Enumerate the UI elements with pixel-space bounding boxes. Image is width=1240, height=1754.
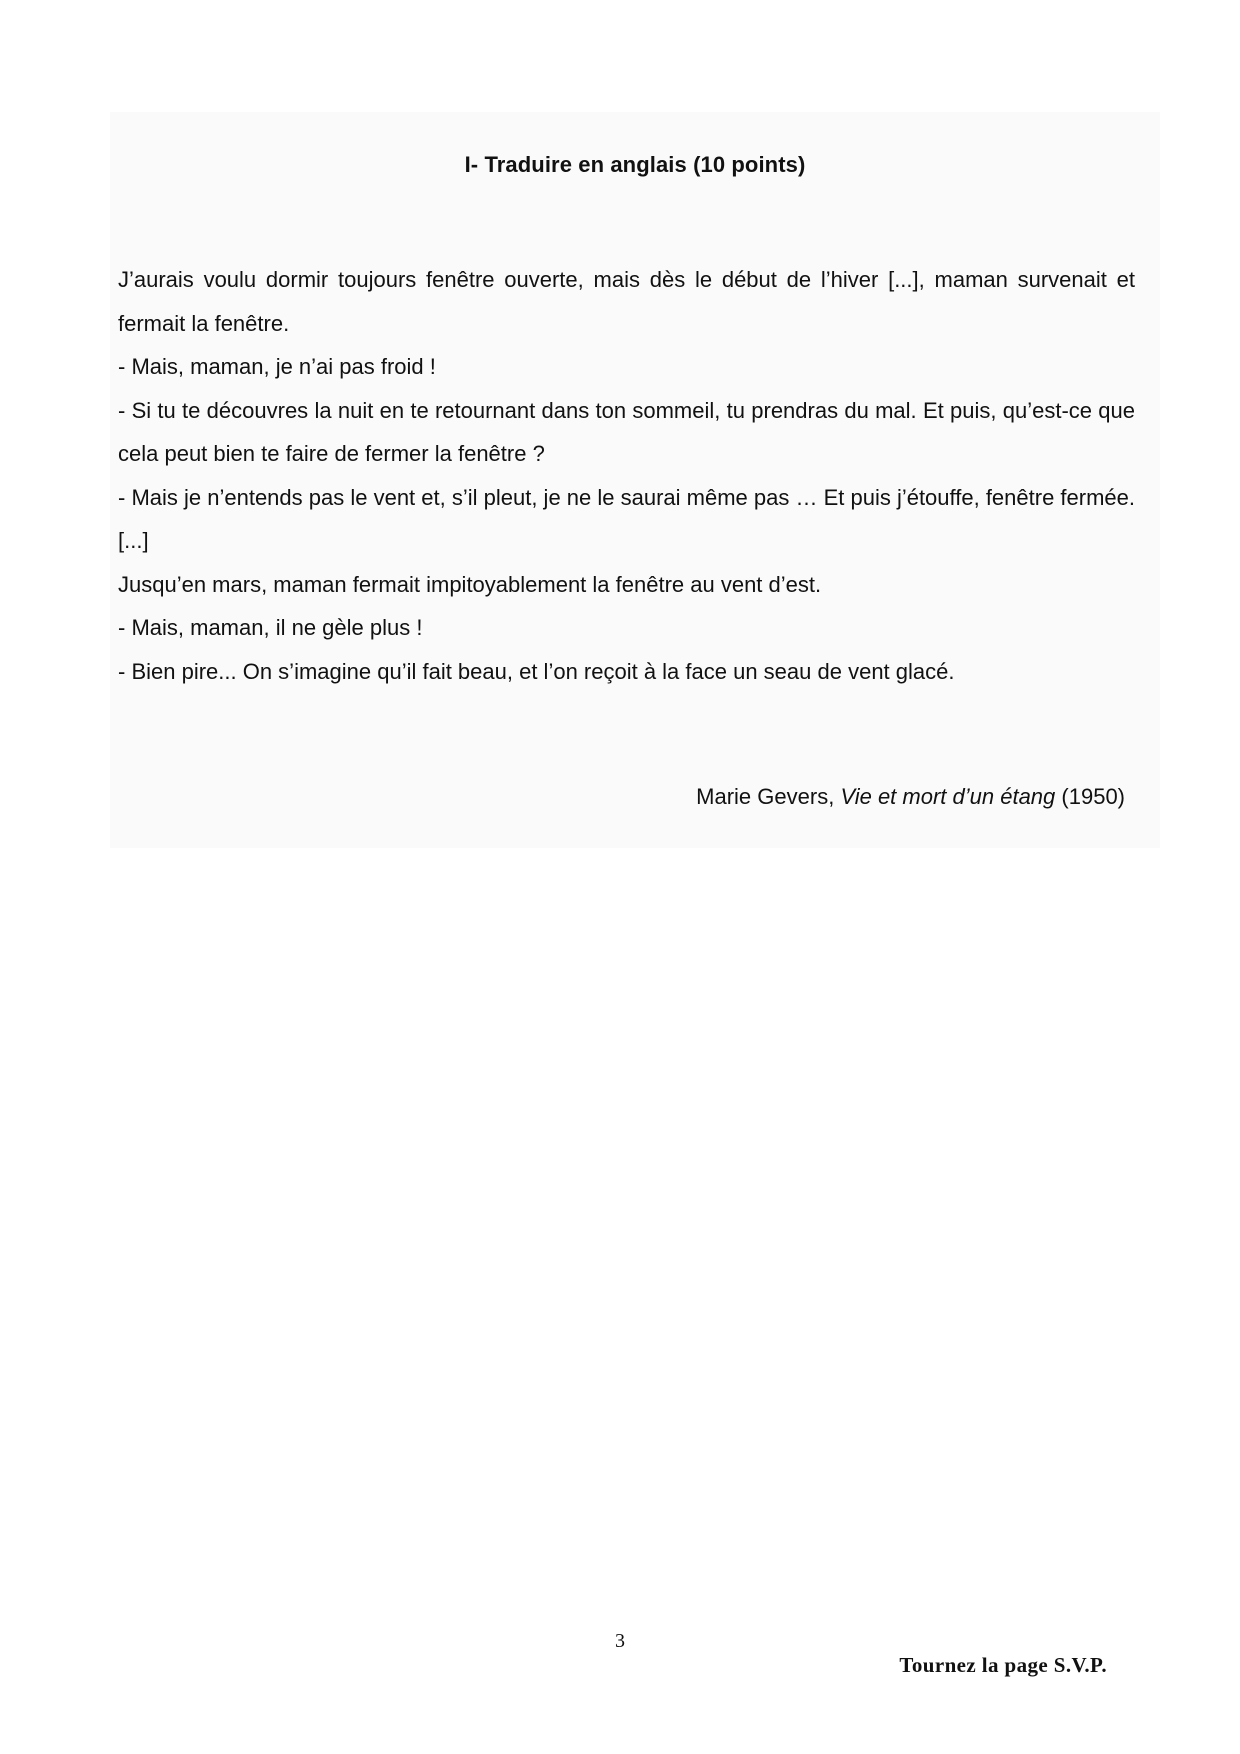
passage-line: - Mais je n’entends pas le vent et, s’il pleut, je ne le saurai même pas … Et puis j’étouffe, fenêtre fermée. [...]: [118, 484, 1136, 553]
passage-line: J’aurais voulu dormir toujours fenêtre ouverte, mais dès le début de l’hiver [...], maman survenait et fermait la fenêtre.: [118, 267, 1135, 336]
passage-line: - Mais, maman, il ne gèle plus !: [118, 615, 423, 640]
page-number: 3: [615, 1630, 625, 1652]
section-title: I- Traduire en anglais (10 points): [464, 152, 806, 177]
passage-line: - Mais, maman, je n’ai pas froid !: [118, 354, 436, 379]
passage-line: - Bien pire... On s’imagine qu’il fait beau, et l’on reçoit à la face un seau de vent glacé.: [118, 658, 955, 684]
translation-exercise: [110, 112, 1160, 848]
passage-line: Jusqu’en mars, maman fermait impitoyablement la fenêtre au vent d’est.: [118, 571, 822, 597]
passage-line: - Si tu te découvres la nuit en te retournant dans ton sommeil, tu prendras du mal. Et puis, qu’est-ce que cela peut bien te faire de fermer la fenêtre ?: [118, 397, 1135, 466]
author-name: Marie Gevers,: [696, 784, 835, 809]
turn-page-note: Tournez la page S.V.P.: [899, 1653, 1107, 1677]
work-title: Vie et mort d’un étang: [840, 784, 1056, 809]
source-attribution: [696, 784, 1125, 810]
publication-year: (1950): [1061, 784, 1125, 809]
source-passage: [118, 258, 1135, 693]
